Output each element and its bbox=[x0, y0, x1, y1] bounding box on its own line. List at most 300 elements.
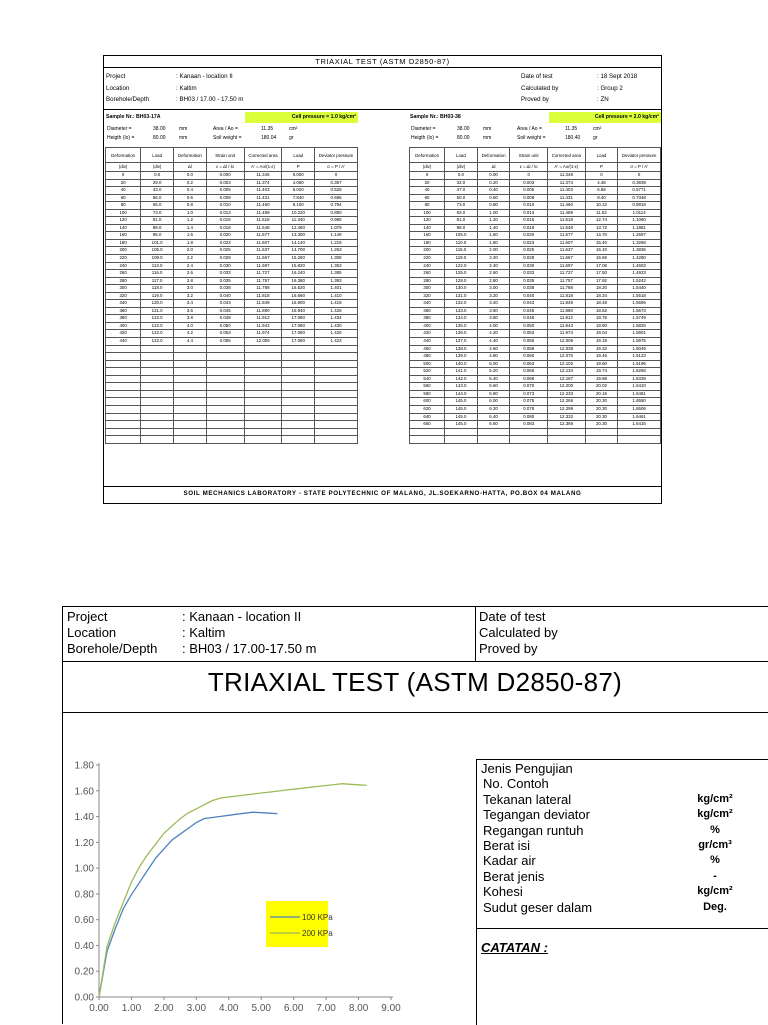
table-cell bbox=[282, 368, 315, 376]
table-cell: 14.140 bbox=[282, 239, 315, 247]
table-cell: 6.40 bbox=[477, 413, 510, 421]
property-label: Berat jenis bbox=[483, 868, 545, 884]
table-cell: 0.063 bbox=[510, 360, 548, 368]
table-cell: 17.080 bbox=[282, 338, 315, 346]
property-label: Jenis Pengujian bbox=[481, 761, 573, 776]
data-table-a bbox=[105, 147, 358, 444]
table-cell: 1.430 bbox=[315, 322, 358, 330]
table-row bbox=[410, 194, 661, 202]
table-cell: 138.0 bbox=[445, 345, 478, 353]
table-cell: 520 bbox=[410, 368, 445, 376]
series-line-200-kpa bbox=[99, 784, 367, 997]
table-cell: 0.3939 bbox=[618, 179, 661, 187]
diameter-label: Diameter = bbox=[411, 126, 436, 132]
table-cell: 17.080 bbox=[282, 330, 315, 338]
table-cell: 2.80 bbox=[477, 277, 510, 285]
table-cell bbox=[106, 345, 141, 353]
area-label: Area / Ao = bbox=[213, 126, 238, 132]
table-row bbox=[106, 179, 358, 187]
table-cell: 0.015 bbox=[510, 217, 548, 225]
table-cell: 2.20 bbox=[477, 255, 510, 263]
table-cell: 17.92 bbox=[585, 277, 618, 285]
table-row bbox=[106, 232, 358, 240]
table-cell: 0.050 bbox=[510, 322, 548, 330]
table-cell: 130.0 bbox=[445, 285, 478, 293]
column-unit: P bbox=[282, 163, 315, 172]
table-row bbox=[410, 247, 661, 255]
table-cell: 5.60 bbox=[477, 383, 510, 391]
table-cell: 2.00 bbox=[477, 247, 510, 255]
table-cell: 1.308 bbox=[315, 255, 358, 263]
table-cell: 0.40 bbox=[477, 187, 510, 195]
table-cell bbox=[315, 390, 358, 398]
table-cell: 101.0 bbox=[141, 239, 174, 247]
table-row bbox=[106, 187, 358, 195]
table-cell: 19.04 bbox=[585, 330, 618, 338]
table-cell: 11.697 bbox=[244, 262, 282, 270]
property-row bbox=[481, 853, 760, 868]
table-cell bbox=[141, 405, 174, 413]
table-cell: 113.0 bbox=[141, 262, 174, 270]
table-cell: 1.149 bbox=[315, 232, 358, 240]
table-cell: 11.348 bbox=[548, 172, 586, 180]
table-cell: 12.332 bbox=[548, 413, 586, 421]
table-cell: 0.005 bbox=[510, 187, 548, 195]
table-row bbox=[106, 194, 358, 202]
date-label: Date of test bbox=[521, 73, 553, 80]
table-cell bbox=[174, 405, 207, 413]
table-cell: 11.788 bbox=[244, 285, 282, 293]
column-unit: σ = P / A' bbox=[315, 163, 358, 172]
table-cell bbox=[206, 405, 244, 413]
table-cell bbox=[206, 428, 244, 436]
table-cell: 109.0 bbox=[141, 255, 174, 263]
table-cell bbox=[282, 421, 315, 429]
divider bbox=[475, 606, 476, 661]
location-value: : Kaltim bbox=[176, 84, 197, 92]
table-cell: 0.010 bbox=[206, 202, 244, 210]
table-cell: 91.0 bbox=[445, 217, 478, 225]
table-cell: 122.0 bbox=[141, 330, 174, 338]
table-cell: 18.34 bbox=[585, 292, 618, 300]
table-cell: 6.00 bbox=[477, 398, 510, 406]
sample-panel-a bbox=[105, 112, 358, 444]
table-cell bbox=[141, 360, 174, 368]
sheet-header-right bbox=[521, 71, 637, 106]
table-row bbox=[410, 315, 661, 323]
table-cell: 0.028 bbox=[510, 255, 548, 263]
table-cell: 340 bbox=[106, 300, 141, 308]
table-cell: 380 bbox=[410, 315, 445, 323]
table-cell: 420 bbox=[410, 330, 445, 338]
table-cell: 0.008 bbox=[206, 194, 244, 202]
property-unit: % bbox=[710, 823, 720, 836]
table-row bbox=[410, 421, 661, 429]
x-tick-label: 8.00 bbox=[348, 1003, 369, 1014]
table-cell: 12.070 bbox=[548, 353, 586, 361]
table-row bbox=[106, 398, 358, 406]
table-header-row bbox=[106, 148, 358, 163]
column-unit: (div) bbox=[141, 163, 174, 172]
table-cell: 0.4 bbox=[174, 187, 207, 195]
table-cell: 180 bbox=[410, 239, 445, 247]
property-label: Tegangan deviator bbox=[483, 807, 590, 823]
table-cell: 1.5825 bbox=[618, 322, 661, 330]
table-cell: 0.038 bbox=[510, 285, 548, 293]
table-cell: 140.0 bbox=[445, 360, 478, 368]
table-cell: 0.065 bbox=[510, 368, 548, 376]
property-row bbox=[481, 807, 760, 822]
table-cell: 1.426 bbox=[315, 307, 358, 315]
table-cell: 0.045 bbox=[510, 307, 548, 315]
table-cell: 260 bbox=[106, 270, 141, 278]
table-cell: 1.20 bbox=[477, 217, 510, 225]
table-cell: 2.40 bbox=[477, 262, 510, 270]
triaxial-data-sheet bbox=[103, 55, 662, 504]
diameter-label: Diameter = bbox=[107, 126, 132, 132]
table-cell bbox=[141, 383, 174, 391]
table-cell: 11.577 bbox=[244, 232, 282, 240]
table-cell: 16.940 bbox=[282, 307, 315, 315]
column-header: Deviator pressure bbox=[315, 148, 358, 163]
table-cell: 60 bbox=[410, 194, 445, 202]
column-header: Deformation bbox=[410, 148, 445, 163]
table-cell bbox=[206, 398, 244, 406]
table-cell: 80 bbox=[410, 202, 445, 210]
table-cell bbox=[106, 375, 141, 383]
table-cell: 40 bbox=[410, 187, 445, 195]
property-label: No. Contoh bbox=[483, 776, 549, 792]
table-cell: 0.033 bbox=[510, 270, 548, 278]
column-unit: ε = Δl / lo bbox=[510, 163, 548, 172]
table-cell bbox=[141, 375, 174, 383]
table-cell: 160 bbox=[106, 232, 141, 240]
table-row bbox=[410, 345, 661, 353]
x-tick-label: 0.00 bbox=[89, 1003, 109, 1014]
table-row bbox=[410, 330, 661, 338]
data-table-b bbox=[409, 147, 661, 444]
table-cell: 1.3836 bbox=[618, 247, 661, 255]
table-cell: 320 bbox=[106, 292, 141, 300]
table-cell bbox=[244, 405, 282, 413]
table-cell: 56.0 bbox=[141, 194, 174, 202]
table-cell: 5.00 bbox=[477, 360, 510, 368]
table-cell: 17.08 bbox=[585, 262, 618, 270]
calculated-by-label: Calculated by bbox=[521, 84, 559, 92]
table-row bbox=[106, 360, 358, 368]
table-cell: 19.32 bbox=[585, 345, 618, 353]
sample-panel-b bbox=[409, 112, 661, 444]
properties-list bbox=[481, 761, 760, 915]
table-cell: 3.20 bbox=[477, 292, 510, 300]
table-cell: 0.055 bbox=[510, 338, 548, 346]
table-cell: 0 bbox=[410, 172, 445, 180]
property-label: Tekanan lateral bbox=[483, 791, 572, 807]
table-cell bbox=[618, 428, 661, 436]
column-unit: A' = Ao/(1-ε) bbox=[548, 163, 586, 172]
table-cell: 4.0 bbox=[174, 322, 207, 330]
column-header: Deviator pressure bbox=[618, 148, 661, 163]
column-header: Corrected area bbox=[244, 148, 282, 163]
table-row bbox=[410, 179, 661, 187]
table-cell: 4.00 bbox=[477, 322, 510, 330]
table-cell: 6.020 bbox=[282, 187, 315, 195]
table-cell: 0.025 bbox=[206, 247, 244, 255]
table-row bbox=[410, 255, 661, 263]
table-cell: 83.0 bbox=[445, 209, 478, 217]
table-cell: 0.040 bbox=[206, 292, 244, 300]
table-cell: 12.233 bbox=[548, 390, 586, 398]
table-cell: 11.403 bbox=[548, 187, 586, 195]
table-cell: 0.083 bbox=[510, 421, 548, 429]
table-row bbox=[410, 187, 661, 195]
table-cell: 1.80 bbox=[477, 239, 510, 247]
table-row bbox=[106, 315, 358, 323]
table-row bbox=[410, 368, 661, 376]
table-cell bbox=[244, 360, 282, 368]
table-cell: 16.800 bbox=[282, 300, 315, 308]
table-cell bbox=[206, 345, 244, 353]
date-label: Date of test bbox=[479, 609, 546, 624]
x-tick-label: 2.00 bbox=[154, 1003, 174, 1014]
x-tick-label: 6.00 bbox=[283, 1003, 304, 1014]
table-cell bbox=[282, 405, 315, 413]
table-cell: 140 bbox=[410, 224, 445, 232]
table-cell: 32.0 bbox=[445, 179, 478, 187]
table-cell: 119.0 bbox=[445, 255, 478, 263]
x-tick-label: 4.00 bbox=[219, 1003, 239, 1014]
column-unit: A' = Ao/(1-ε) bbox=[244, 163, 282, 172]
table-cell: 11.374 bbox=[548, 179, 586, 187]
borehole-label: Borehole/Depth bbox=[67, 641, 158, 656]
table-cell: 3.00 bbox=[477, 285, 510, 293]
table-cell bbox=[106, 353, 141, 361]
table-cell bbox=[141, 390, 174, 398]
diameter-value: 38.00 bbox=[457, 126, 470, 132]
table-cell bbox=[510, 436, 548, 444]
table-cell: 1.353 bbox=[315, 262, 358, 270]
table-cell: 1.6 bbox=[174, 232, 207, 240]
table-cell: 1.4603 bbox=[618, 262, 661, 270]
table-cell: 0.048 bbox=[510, 315, 548, 323]
table-cell: 47.0 bbox=[445, 187, 478, 195]
table-cell: 0.003 bbox=[206, 179, 244, 187]
table-cell: 5.40 bbox=[477, 375, 510, 383]
table-cell: 0.20 bbox=[477, 179, 510, 187]
table-cell: 11.637 bbox=[548, 247, 586, 255]
table-cell: 1.5596 bbox=[618, 300, 661, 308]
table-cell: 1.60 bbox=[477, 232, 510, 240]
table-cell: 300 bbox=[106, 285, 141, 293]
table-row bbox=[106, 353, 358, 361]
table-row bbox=[410, 217, 661, 225]
table-cell: 11.518 bbox=[244, 217, 282, 225]
table-cell bbox=[315, 353, 358, 361]
table-cell bbox=[315, 428, 358, 436]
table-cell bbox=[315, 436, 358, 444]
table-cell: 121.0 bbox=[141, 307, 174, 315]
table-cell: 19.88 bbox=[585, 375, 618, 383]
project-label: Project bbox=[67, 609, 108, 624]
stress-strain-chart bbox=[62, 745, 402, 1024]
table-cell: 20.30 bbox=[585, 405, 618, 413]
table-cell: 4.40 bbox=[477, 338, 510, 346]
table-cell: 20 bbox=[410, 179, 445, 187]
table-cell: 81.0 bbox=[141, 217, 174, 225]
table-row bbox=[106, 262, 358, 270]
table-cell: 120 bbox=[106, 217, 141, 225]
table-row bbox=[106, 270, 358, 278]
y-tick-label: 1.20 bbox=[74, 837, 94, 849]
table-row bbox=[106, 307, 358, 315]
cell-pressure-badge: Cell pressure = 2.0 kg/cm² bbox=[549, 112, 661, 123]
column-header: Strain unit bbox=[206, 148, 244, 163]
table-cell: 0.8918 bbox=[618, 202, 661, 210]
table-cell: 1.0114 bbox=[618, 209, 661, 217]
table-cell bbox=[510, 428, 548, 436]
table-cell: 200 bbox=[410, 247, 445, 255]
table-cell bbox=[174, 353, 207, 361]
table-cell: 143.0 bbox=[445, 383, 478, 391]
location-label: Location bbox=[106, 84, 130, 92]
table-row bbox=[410, 405, 661, 413]
table-cell: 440 bbox=[106, 338, 141, 346]
table-cell bbox=[282, 360, 315, 368]
height-label: Heigth (lo) = bbox=[411, 135, 439, 141]
table-cell: 1.6481 bbox=[618, 390, 661, 398]
table-cell: 0.60 bbox=[477, 194, 510, 202]
y-tick-label: 0.40 bbox=[74, 940, 94, 952]
table-cell: 117.0 bbox=[141, 277, 174, 285]
table-cell: 280 bbox=[410, 277, 445, 285]
column-unit: Δl bbox=[174, 163, 207, 172]
table-cell: 60 bbox=[106, 194, 141, 202]
property-row bbox=[481, 884, 760, 899]
table-row bbox=[410, 338, 661, 346]
table-row bbox=[410, 285, 661, 293]
table-cell: 180 bbox=[106, 239, 141, 247]
area-value: 11.35 bbox=[565, 126, 578, 132]
table-cell: 118.0 bbox=[141, 285, 174, 293]
table-cell: 19.46 bbox=[585, 353, 618, 361]
table-cell: 0.060 bbox=[510, 353, 548, 361]
table-cell: 1.1881 bbox=[618, 224, 661, 232]
diameter-unit: mm bbox=[483, 126, 492, 132]
table-cell: 1.6196 bbox=[618, 360, 661, 368]
property-label: Regangan runtuh bbox=[483, 822, 584, 838]
proved-by-label: Proved by bbox=[521, 96, 549, 103]
x-tick-label: 7.00 bbox=[316, 1003, 336, 1014]
table-cell bbox=[106, 390, 141, 398]
column-header: Load bbox=[141, 148, 174, 163]
table-cell: 0.00 bbox=[477, 172, 510, 180]
table-row bbox=[106, 375, 358, 383]
table-row bbox=[106, 338, 358, 346]
height-unit: mm bbox=[483, 135, 492, 141]
table-cell: 1.423 bbox=[315, 338, 358, 346]
report-header-right bbox=[479, 609, 558, 657]
table-cell: 1.1060 bbox=[618, 217, 661, 225]
table-row bbox=[410, 390, 661, 398]
table-cell: 116.0 bbox=[141, 270, 174, 278]
table-cell: 4.20 bbox=[477, 330, 510, 338]
property-row bbox=[481, 761, 760, 776]
table-cell: 11.974 bbox=[548, 330, 586, 338]
table-cell: 0.2 bbox=[174, 179, 207, 187]
table-cell: 1.6461 bbox=[618, 413, 661, 421]
table-unit-row bbox=[410, 163, 661, 172]
table-cell: 105.0 bbox=[141, 247, 174, 255]
table-cell: 3.8 bbox=[174, 315, 207, 323]
table-cell: 11.431 bbox=[244, 194, 282, 202]
table-cell: 0 bbox=[315, 172, 358, 180]
table-cell bbox=[282, 398, 315, 406]
borehole-value: : BH03 / 17.00-17.50 m bbox=[182, 641, 317, 656]
table-cell: 0.015 bbox=[206, 217, 244, 225]
table-cell: 12.266 bbox=[548, 398, 586, 406]
table-cell: 10.220 bbox=[282, 209, 315, 217]
table-row bbox=[410, 262, 661, 270]
table-row bbox=[410, 300, 661, 308]
divider bbox=[104, 486, 661, 487]
table-cell: 11.727 bbox=[548, 270, 586, 278]
project-value: : Kanaan - location II bbox=[176, 73, 233, 80]
table-cell: 1.434 bbox=[315, 315, 358, 323]
calculated-by-value: : Group 2 bbox=[597, 84, 623, 92]
table-cell bbox=[106, 413, 141, 421]
table-cell bbox=[244, 421, 282, 429]
chart-legend bbox=[266, 901, 328, 947]
table-cell: 18.90 bbox=[585, 322, 618, 330]
table-cell: 0 bbox=[106, 172, 141, 180]
height-value: 80.00 bbox=[457, 135, 470, 141]
divider bbox=[476, 928, 768, 929]
table-cell: 1.5242 bbox=[618, 277, 661, 285]
table-cell bbox=[174, 421, 207, 429]
table-cell: 6.58 bbox=[585, 187, 618, 195]
table-cell: 420 bbox=[106, 330, 141, 338]
table-cell: 11.943 bbox=[244, 322, 282, 330]
table-cell: 110.0 bbox=[445, 239, 478, 247]
table-cell: 11.849 bbox=[548, 300, 586, 308]
x-tick-label: 3.00 bbox=[186, 1003, 207, 1014]
table-cell: 11.518 bbox=[548, 217, 586, 225]
proved-by-value: : ZN bbox=[597, 96, 609, 103]
report-frame-top bbox=[62, 606, 768, 607]
table-cell: 11.818 bbox=[548, 292, 586, 300]
table-cell bbox=[315, 398, 358, 406]
table-cell: 19.74 bbox=[585, 368, 618, 376]
table-cell: 20.16 bbox=[585, 390, 618, 398]
table-cell: 18.48 bbox=[585, 300, 618, 308]
table-cell: 11.818 bbox=[244, 292, 282, 300]
table-row bbox=[106, 255, 358, 263]
table-row bbox=[106, 345, 358, 353]
table-cell bbox=[315, 383, 358, 391]
table-cell: 0.018 bbox=[206, 224, 244, 232]
table-cell: 15.40 bbox=[585, 239, 618, 247]
table-cell: 11.667 bbox=[548, 255, 586, 263]
table-row bbox=[106, 390, 358, 398]
table-cell bbox=[282, 353, 315, 361]
table-cell bbox=[174, 436, 207, 444]
column-header: Deformation bbox=[106, 148, 141, 163]
table-cell: 15.260 bbox=[282, 255, 315, 263]
table-row bbox=[410, 322, 661, 330]
table-row bbox=[106, 436, 358, 444]
table-cell: 1.5975 bbox=[618, 338, 661, 346]
table-cell: 2.4 bbox=[174, 262, 207, 270]
